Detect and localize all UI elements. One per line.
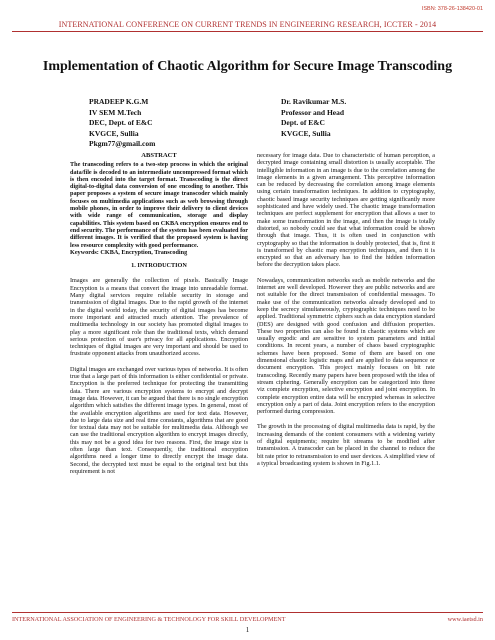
body-paragraph: necessary for image data. Due to characteristic of human perception, a decrypted image containing small distortion is usually acceptable. The intelligible information in an image is due to the correlation among the image elements in a given arrangement. This perceptive information can be reduced by decreasing the correlation among image elements using certain transformation techniques. In addition to cryptography, chaotic based image security techniques are getting significantly more sophisticated and have widely used. The chaotic image transformation techniques are perfect supplement for encryption that allows a user to make some transformation in the image, and then the image is totally distorted, so nobody could see that what information could be shown through that image. Thus, it is often used in conjunction with cryptography so that the information is doubly protected, that is, first it is transformed by chaotic map encryption techniques, and then it is encrypted so that an adversary has to find the hidden information before the decryption takes place. <box>257 152 435 269</box>
author-email: Pkgm77@gmail.com <box>89 139 156 148</box>
body-paragraph: Nowadays, communication networks such as mobile networks and the internet are well developed. However they are public networks and are not suitable for the direct transmission of confidential messages. To make use of the communication networks already developed and to keep the secrecy simultaneously, cryptographic techniques need to be applied. Traditional symmetric ciphers such as data encryption standard (DES) are designed with good confusion and diffusion properties. These two properties can also be found in chaotic systems which are usually ergodic and are sensitive to system parameters and initial conditions. In recent years, a number of chaos based cryptographic schemes have been proposed. Some of them are based on one dimensional chaotic logistic maps and are applied to data sequence or document encryption. This project mainly focuses on bit rate transcoding. Recently many papers have been proposed with the idea of stream ciphering. Generally encryption can be categorized into three viz complete encryption, selective encryption and joint encryption. In complete encryption entire data will be encrypted whereas in selective encryption only a part of data. Joint encryption refers to the encryption performed during compression. <box>257 276 435 416</box>
body-paragraph: Digital images are exchanged over various types of networks. It is often true that a large part of this information is either confidential or private. Encryption is the preferred technique for protecting the transmitting data. There are various encryption systems to encrypt and decrypt image data. However, it can be argued that there is no single encryption algorithm which satisfies the different image types. In general, most of the available encryption algorithms are used for text data. However, due to large data size and real time constants, algorithms that are good for textual data may not be suitable for multimedia data. Although we can use the traditional encryption algorithm to encrypt images directly, this may not be a good idea for two reasons. First, the image size is often large than text. Consequently, the traditional encryption algorithms need a longer time to directly encrypt the image data. Second, the decrypted text must be equal to the original text but this requirement is not <box>70 365 249 475</box>
abstract-text: The transcoding refers to a two-step process in which the original data/file is decoded to an intermediate uncompressed format which is then encoded into the target format. Transcoding is the direct digital-to-digital data conversion of one encoding to another. This paper proposes a system of secure image transcoder which mainly focuses on multimedia applications such as web browsing through mobile phones, in order to improve their delivery to client devices with wide range of communication, storage and display capabilities. This system based on CKBA encryption ensures end to end security. The performance of the system has been evaluated for different images. It is verified that the proposed system is having less resource complexity with good performance. <box>70 161 248 249</box>
footer-divider <box>12 612 483 613</box>
page-number: 1 <box>245 626 250 634</box>
paper-title: Implementation of Chaotic Algorithm for Secure Image Transcoding <box>42 59 453 74</box>
author-dept: DEC, Dept. of E&C <box>89 118 153 127</box>
author-block-left <box>89 97 155 150</box>
conference-header: INTERNATIONAL CONFERENCE ON CURRENT TRENDS IN ENGINEERING RESEARCH, ICCTER - 2014 <box>58 20 437 29</box>
author-title: Professor and Head <box>281 107 345 117</box>
author-name: Dr. Ravikumar M.S. <box>281 97 347 106</box>
footer-website-link[interactable]: www.iaetsd.in <box>447 616 483 623</box>
left-column <box>70 152 248 483</box>
header-divider <box>12 31 483 32</box>
body-paragraph: The growth in the processing of digital multimedia data is rapid, by the increasing demands of the content consumers with a widening variety of digital equipments; require bit streams to be modified after transmission. A transcoder can be placed in the channel to reduce the bit rate prior to retransmission to end user devices. A simplified view of a typical broadcasting system is shown in Fig.1.1. <box>257 423 435 467</box>
author-block-right <box>281 97 346 139</box>
author-name: PRADEEP K.G.M <box>89 97 149 106</box>
section-heading-introduction: 1. INTRODUCTION <box>131 262 187 270</box>
author-institution: KVGCE, Sullia <box>89 128 139 138</box>
isbn-label: ISBN: 378-26-138420-01 <box>421 6 483 12</box>
author-institution: KVGCE, Sullia <box>281 128 331 138</box>
author-dept: Dept. of E&C <box>281 118 325 127</box>
body-paragraph: Images are generally the collection of pixels. Basically Image Encryption is a means that convert the image into unreadable format. Many digital services require reliable security in storage and transmission of digital images. Due to the rapid growth of the internet in the digital world today, the security of digital images has become more important and attracted much attention. The prevalence of multimedia technology in our society has promoted digital images to play a more significant role than the traditional texts, which demand serious protection of user's privacy for all applications. Encryption techniques of digital images are very important and should be used to frustrate opponent attacks from unauthorized access. <box>70 277 248 358</box>
abstract-heading: ABSTRACT <box>141 152 177 159</box>
author-program: IV SEM M.Tech <box>89 107 142 117</box>
keywords: Keywords: CKBA, Encryption, Transcoding <box>70 248 188 256</box>
right-column <box>257 152 435 475</box>
footer-association: INTERNATIONAL ASSOCIATION OF ENGINEERING & TECHNOLOGY FOR SKILL DEVELOPMENT <box>12 616 286 623</box>
